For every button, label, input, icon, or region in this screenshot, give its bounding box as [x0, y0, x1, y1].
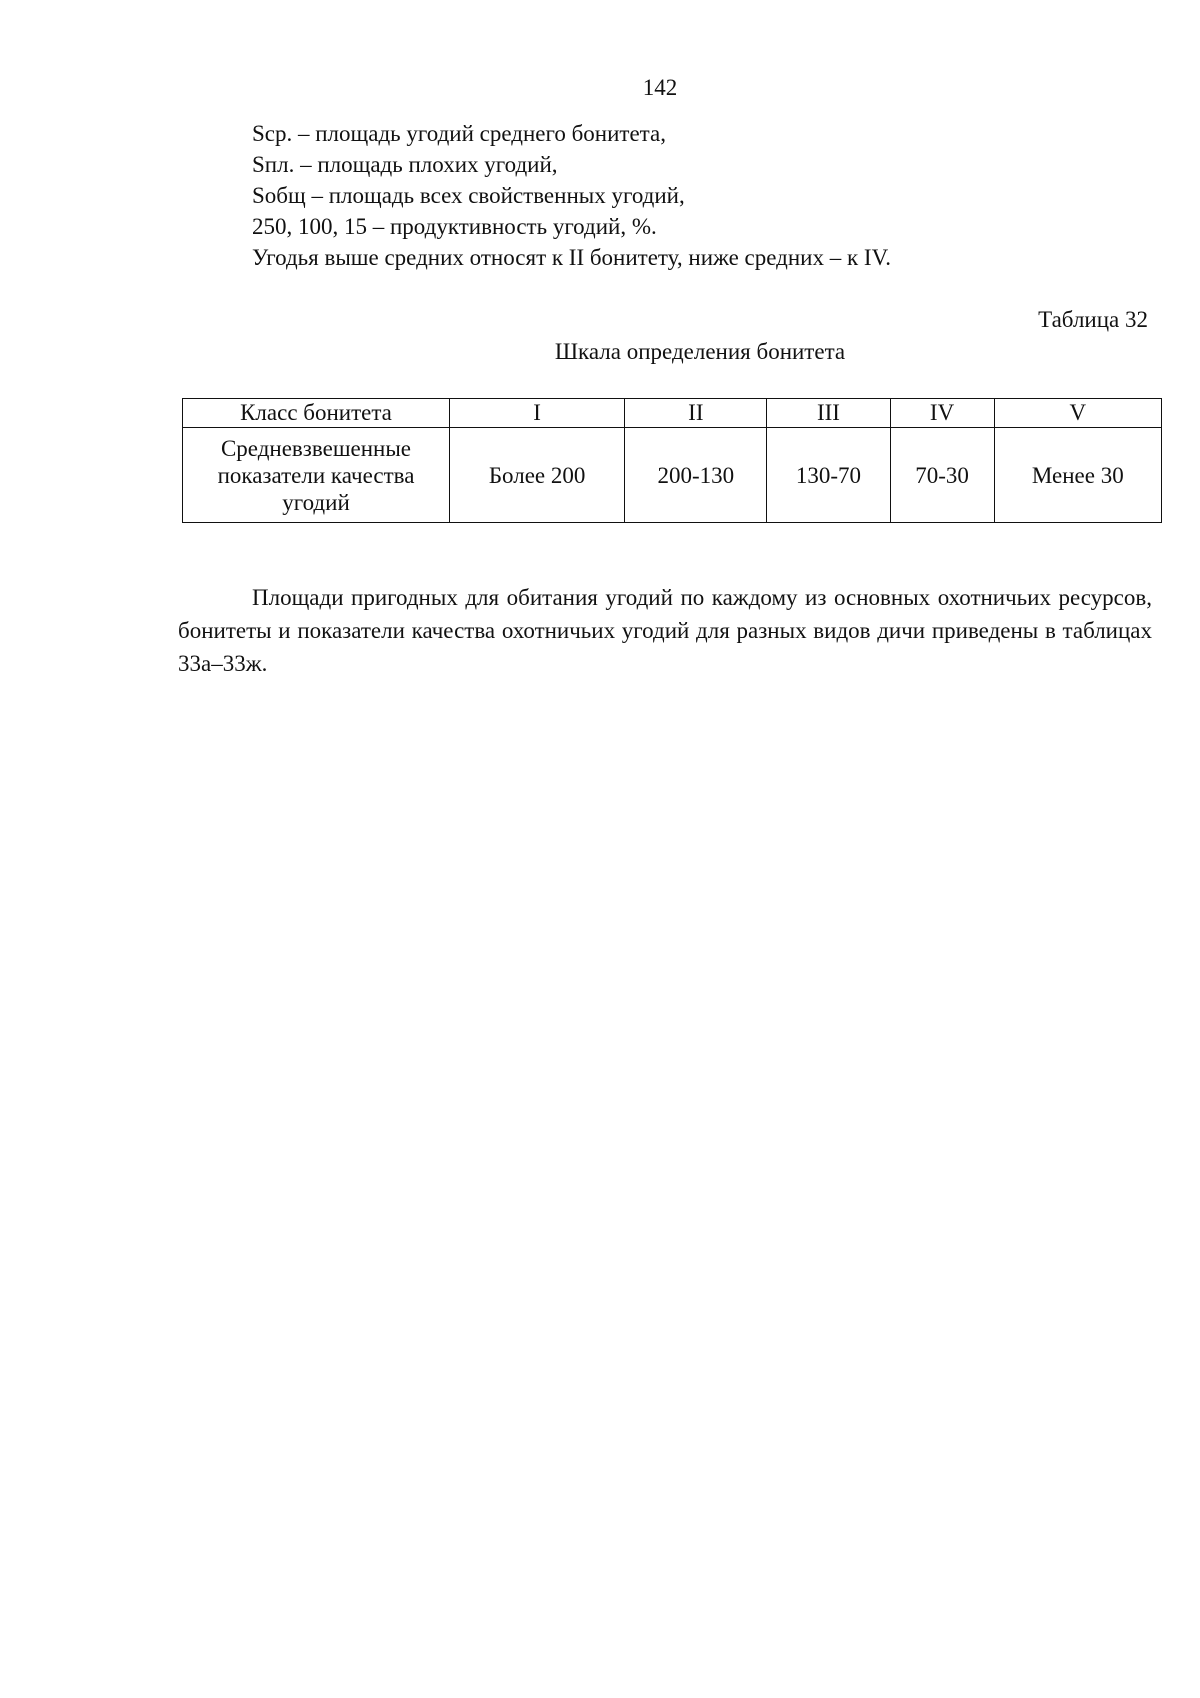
table-row: [183, 428, 1162, 523]
row-label-line: угодий: [282, 489, 350, 515]
header-cell-class-2: II: [625, 399, 767, 428]
table-title: Шкала определения бонитета: [554, 339, 846, 364]
legend-line-s-poor: Sпл. – площадь плохих угодий,: [252, 152, 558, 177]
bonitet-scale-table: [182, 398, 1162, 523]
header-cell-bonitet-class: Класс бонитета: [183, 399, 450, 428]
table-header-row: [183, 399, 1162, 428]
legend-line-classification-note: Угодья выше средних относят к II бонитету, ниже средних – к IV.: [252, 245, 891, 270]
body-paragraph: Площади пригодных для обитания угодий по каждому из основных охотничьих ресурсов, бонитеты и показатели качества охотничьих угодий для разных видов дичи приведены в таблицах 33а–33ж.: [178, 585, 1152, 676]
legend-line-productivity: 250, 100, 15 – продуктивность угодий, %.: [252, 214, 657, 239]
value-cell-class-4: 70-30: [890, 428, 994, 523]
header-cell-class-5: V: [994, 399, 1161, 428]
value-cell-class-2: 200-130: [625, 428, 767, 523]
header-cell-class-3: III: [767, 399, 890, 428]
formula-legend: [252, 118, 1152, 273]
row-label-line: показатели качества: [217, 462, 415, 488]
legend-line-s-total: Sобщ – площадь всех свойственных угодий,: [252, 183, 685, 208]
value-cell-class-3: 130-70: [767, 428, 890, 523]
row-label-quality-indicators: [183, 428, 450, 523]
header-cell-class-4: IV: [890, 399, 994, 428]
legend-line-s-medium: Sср. – площадь угодий среднего бонитета,: [252, 121, 666, 146]
value-cell-class-1: Более 200: [450, 428, 625, 523]
table-number-label: Таблица 32: [1038, 307, 1148, 332]
value-cell-class-5: Менее 30: [994, 428, 1161, 523]
row-label-line: Средневзвешенные: [220, 435, 412, 461]
header-cell-class-1: I: [450, 399, 625, 428]
page-number: 142: [642, 75, 678, 100]
